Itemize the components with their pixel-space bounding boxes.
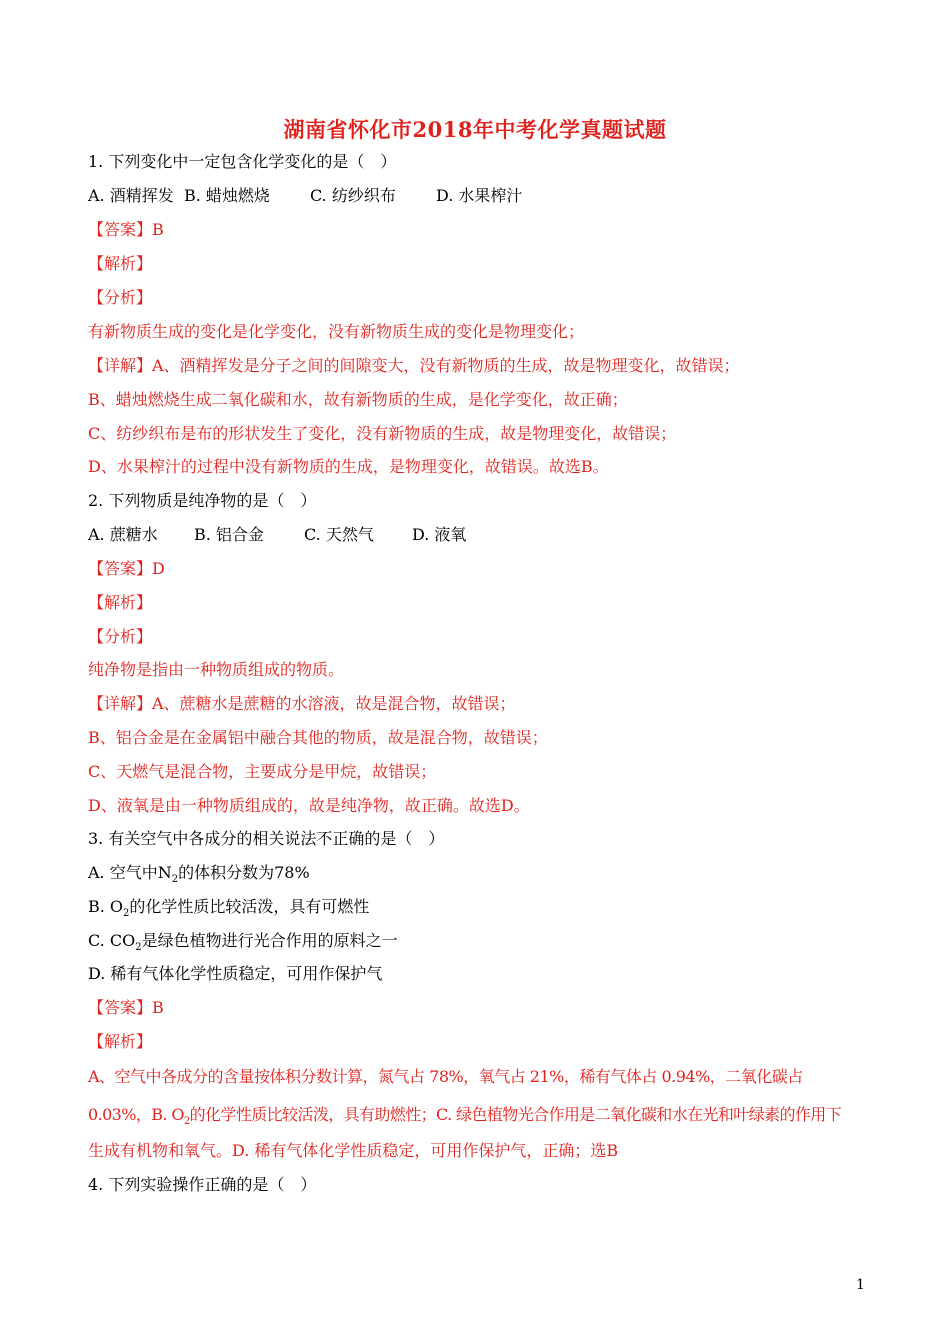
q3-stem: 3. 有关空气中各成分的相关说法不正确的是（ ）: [88, 829, 445, 848]
q1-options: [88, 185, 522, 207]
q3-option-b: [88, 896, 369, 918]
q2-detail-b: B、铝合金是在金属铝中融合其他的物质，故是混合物，故错误；: [88, 728, 548, 747]
q2-option-c: C. 天然气: [304, 525, 374, 544]
q3-option-b-pre: B. O: [88, 897, 124, 916]
q3-option-d: D. 稀有气体化学性质稳定，可用作保护气: [88, 964, 383, 983]
q3-option-c-sub: 2: [135, 942, 142, 954]
q2-option-b: B. 铝合金: [194, 525, 264, 544]
q3-option-c: [88, 930, 398, 952]
q1-option-a: A. 酒精挥发: [88, 186, 174, 205]
q2-option-a: A. 蔗糖水: [88, 525, 158, 544]
q3-explanation-line-3: 生成有机物和氧气。D. 稀有气体化学性质稳定，可用作保护气，正确；选B: [88, 1141, 619, 1160]
q3-option-a-sub: 2: [171, 874, 179, 886]
q2-fenxi-label: 【分析】: [88, 627, 153, 646]
q1-detail-a: 【详解】A、酒精挥发是分子之间的间隙变大，没有新物质的生成，故是物理变化，故错误；: [88, 356, 740, 375]
q1-detail-d: D、水果榨汁的过程中没有新物质的生成，是物理变化，故错误。故选B。: [88, 457, 609, 476]
document-title: 湖南省怀化市2018年中考化学真题试题: [283, 117, 667, 142]
q3-answer: 【答案】B: [88, 998, 164, 1017]
q1-detail-c: C、纺纱织布是布的形状发生了变化，没有新物质的生成，故是物理变化，故错误；: [88, 424, 677, 443]
q1-jiexi-label: 【解析】: [88, 254, 153, 273]
q3-option-b-sub: 2: [123, 908, 130, 920]
q3-exp2-sub: 2: [183, 1116, 190, 1128]
q3-exp2-post: 的化学性质比较活泼，具有助燃性；C. 绿色植物光合作用是二氧化碳和水在光和叶绿素的作用下: [189, 1105, 842, 1124]
q3-option-a-post: 的体积分数为78%: [178, 863, 310, 882]
q2-detail-c: C、天燃气是混合物，主要成分是甲烷，故错误；: [88, 762, 437, 781]
q2-answer: 【答案】D: [88, 559, 165, 578]
q1-option-c: C. 纺纱织布: [310, 186, 396, 205]
q1-detail-b: B、蜡烛燃烧生成二氧化碳和水，故有新物质的生成，是化学变化，故正确；: [88, 390, 628, 409]
q2-detail-a: 【详解】A、蔗糖水是蔗糖的水溶液，故是混合物，故错误；: [88, 694, 516, 713]
q1-option-b: B. 蜡烛燃烧: [184, 186, 270, 205]
q1-answer: 【答案】B: [88, 220, 164, 239]
page-number: 1: [856, 1277, 865, 1293]
q1-fenxi-label: 【分析】: [88, 288, 153, 307]
q1-stem: 1. 下列变化中一定包含化学变化的是（ ）: [88, 152, 397, 171]
q3-jiexi-label: 【解析】: [88, 1032, 153, 1051]
q3-option-c-pre: C. CO: [88, 931, 136, 950]
q2-detail-d: D、液氧是由一种物质组成的，故是纯净物，故正确。故选D。: [88, 796, 530, 815]
q3-exp2-pre: 0.03%，B. O: [88, 1105, 184, 1124]
q3-option-c-post: 是绿色植物进行光合作用的原料之一: [141, 931, 398, 950]
q2-jiexi-label: 【解析】: [88, 593, 153, 612]
q2-options: [88, 524, 466, 546]
q1-option-d: D. 水果榨汁: [436, 186, 523, 205]
q1-analysis: 有新物质生成的变化是化学变化，没有新物质生成的变化是物理变化；: [88, 322, 585, 341]
q3-explanation-line-2: [88, 1104, 841, 1126]
q2-analysis: 纯净物是指由一种物质组成的物质。: [88, 660, 345, 679]
q3-option-a-pre: A. 空气中N: [88, 863, 172, 882]
q3-option-b-post: 的化学性质比较活泼，具有可燃性: [129, 897, 370, 916]
q2-stem: 2. 下列物质是纯净物的是（ ）: [88, 491, 317, 510]
q3-explanation-line-1: A、空气中各成分的含量按体积分数计算，氮气占 78%，氧气占 21%，稀有气体占 0.94%，二氧化碳占: [88, 1067, 803, 1086]
q3-option-a: [88, 862, 310, 884]
q4-stem: 4. 下列实验操作正确的是（ ）: [88, 1175, 317, 1194]
q2-option-d: D. 液氧: [412, 525, 467, 544]
